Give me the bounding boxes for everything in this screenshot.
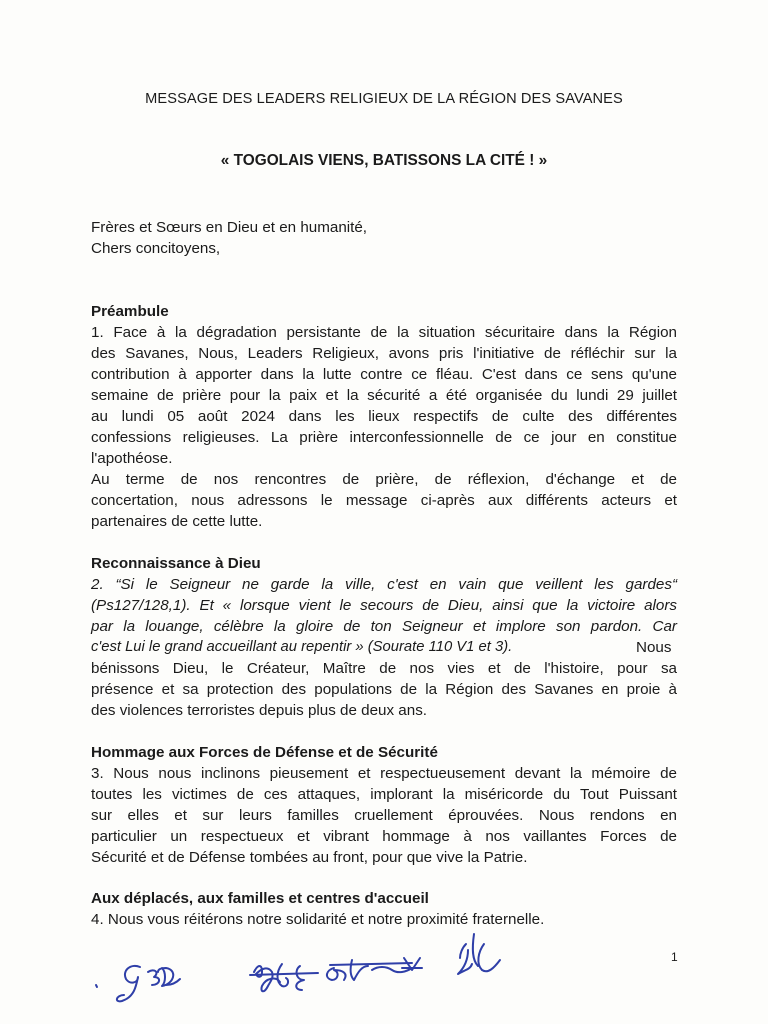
paragraph-line: l'apothéose.: [91, 450, 173, 467]
section-heading-deplaces: Aux déplacés, aux familles et centres d'accueil: [91, 890, 429, 907]
signature-1: [96, 966, 180, 1001]
paragraph-line: par la louange, célèbre la gloire de ton Seigneur et implore son pardon. Car: [91, 618, 677, 635]
paragraph-line: 4. Nous vous réitérons notre solidarité et notre proximité fraternelle.: [91, 911, 545, 928]
paragraph-line: des Savanes, Nous, Leaders Religieux, avons pris l'initiative de réfléchir sur la: [91, 345, 677, 362]
section-heading-reconnaissance: Reconnaissance à Dieu: [91, 555, 261, 572]
paragraph-line: 1. Face à la dégradation persistante de la situation sécuritaire dans la Région: [91, 324, 677, 341]
paragraph-line: particulier un respectueux et vibrant hommage à nos vaillantes Forces de: [91, 828, 677, 845]
paragraph-line: toutes les victimes de ces attaques, implorant la miséricorde du Tout Puissant: [91, 786, 677, 803]
paragraph-line: partenaires de cette lutte.: [91, 513, 263, 530]
document-title: MESSAGE DES LEADERS RELIGIEUX DE LA RÉGION DES SAVANES: [145, 91, 623, 107]
document-slogan: « TOGOLAIS VIENS, BATISSONS LA CITÉ ! »: [220, 152, 548, 169]
paragraph-line: bénissons Dieu, le Créateur, Maître de nos vies et de l'histoire, pour sa: [91, 660, 677, 677]
paragraph-line: confessions religieuses. La prière interconfessionnelle de ce jour en constitue: [91, 429, 677, 446]
signature-4: [458, 934, 500, 974]
signature-3: [327, 958, 422, 980]
paragraph-line: Sécurité et de Défense tombées au front, pour que vive la Patrie.: [91, 849, 528, 866]
salutation-line: Chers concitoyens,: [91, 240, 221, 257]
paragraph-line: au lundi 05 août 2024 dans les lieux respectifs de culte des différentes: [91, 408, 677, 425]
section-heading-preambule: Préambule: [91, 303, 169, 320]
paragraph-line: semaine de prière pour la paix et la sécurité a été organisée du lundi 29 juillet: [91, 387, 677, 404]
paragraph-line: 2. “Si le Seigneur ne garde la ville, c'est en vain que veillent les gardes“: [91, 576, 677, 593]
paragraph-line: 3. Nous nous inclinons pieusement et respectueusement devant la mémoire de: [91, 765, 677, 782]
signature-2: [250, 964, 318, 991]
salutation-line: Frères et Sœurs en Dieu et en humanité,: [91, 219, 368, 236]
section-heading-hommage: Hommage aux Forces de Défense et de Sécurité: [91, 744, 438, 761]
paragraph-line: Nous: [636, 639, 672, 656]
paragraph-line: Au terme de nos rencontres de prière, de réflexion, d'échange et de: [91, 471, 677, 488]
paragraph-line: sur elles et sur leurs familles cruellement éprouvées. Nous rendons en: [91, 807, 677, 824]
paragraph-line: des violences terroristes depuis plus de deux ans.: [91, 702, 428, 719]
paragraph-line: contribution à apporter dans la lutte contre ce fléau. C'est dans ce sens qu'une: [91, 366, 677, 383]
page-number: 1: [671, 950, 678, 964]
paragraph-line: (Ps127/128,1). Et « lorsque vient le secours de Dieu, ainsi que la victoire alors: [91, 597, 677, 614]
paragraph-line: c'est Lui le grand accueillant au repentir » (Sourate 110 V1 et 3).: [91, 639, 513, 655]
paragraph-line: concertation, nous adressons le message ci-après aux différents acteurs et: [91, 492, 677, 509]
paragraph-line: présence et sa protection des populations de la Région des Savanes en proie à: [91, 681, 677, 698]
